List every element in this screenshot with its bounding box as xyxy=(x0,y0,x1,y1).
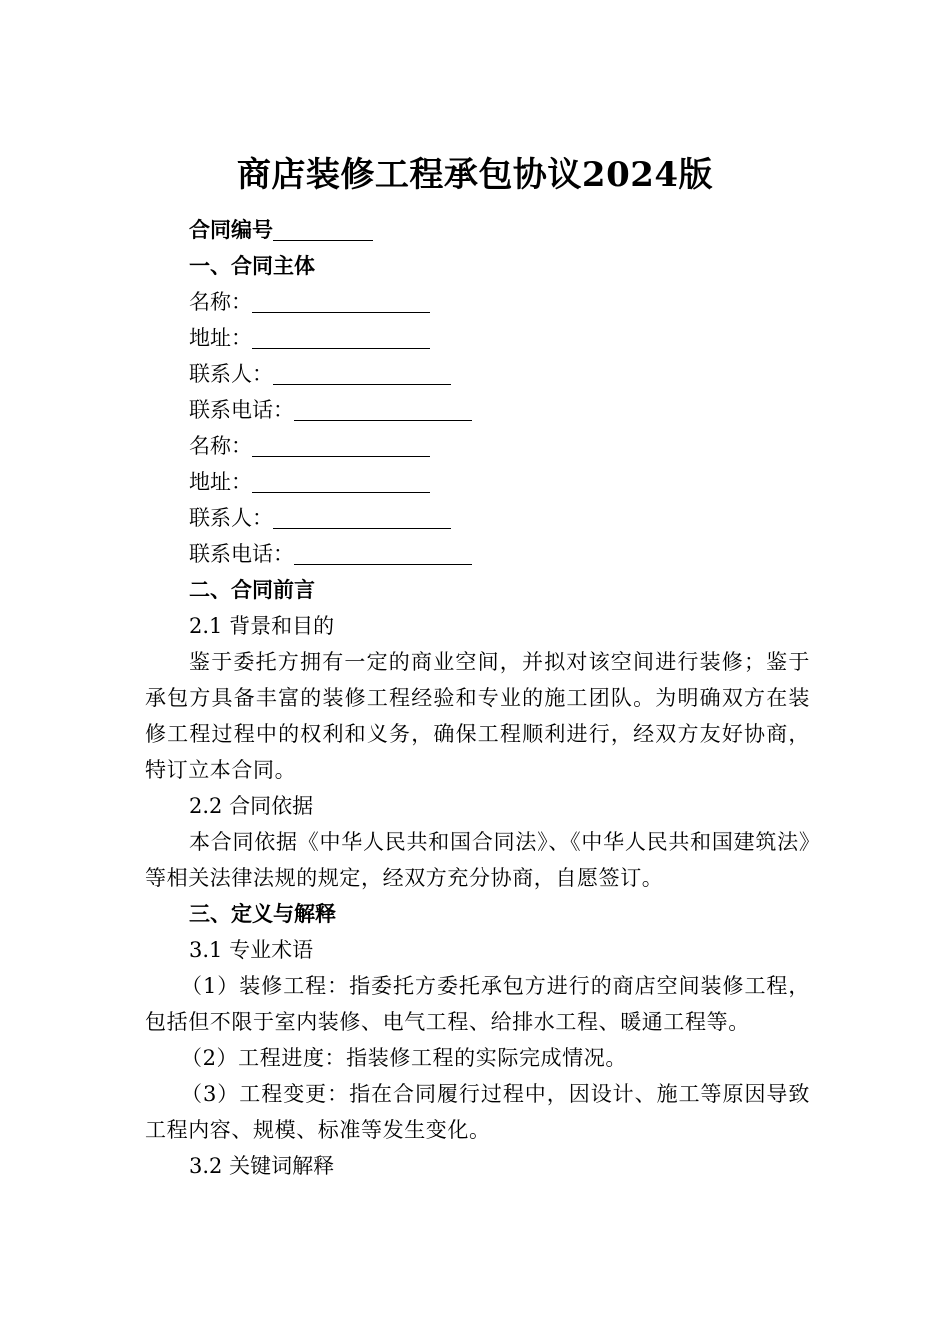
party-b-phone-label: 联系电话： xyxy=(189,542,294,566)
party-b-name-blank xyxy=(252,434,430,457)
party-a-contact-line xyxy=(145,356,810,392)
party-a-name-blank xyxy=(252,290,430,313)
subsection-2-2-heading: 2.2 合同依据 xyxy=(189,794,314,818)
subsection-3-1-heading: 3.1 专业术语 xyxy=(189,938,314,962)
document-body xyxy=(145,212,810,1184)
party-b-name-label: 名称： xyxy=(189,434,252,458)
party-b-contact-label: 联系人： xyxy=(189,506,273,530)
party-b-phone-line xyxy=(145,536,810,572)
subsection-3-2-heading: 3.2 关键词解释 xyxy=(189,1154,335,1178)
subsection-2-1-heading: 2.1 背景和目的 xyxy=(189,614,335,638)
party-a-name-label: 名称： xyxy=(189,290,252,314)
party-b-phone-blank xyxy=(294,542,472,565)
party-b-contact-blank xyxy=(273,506,451,529)
term-1-text: （1）装修工程：指委托方委托承包方进行的商店空间装修工程，包括但不限于室内装修、电气工程、给排水工程、暖通工程等。 xyxy=(145,974,810,1034)
party-b-address-label: 地址： xyxy=(189,470,252,494)
contract-number-line xyxy=(145,212,810,248)
party-a-contact-label: 联系人： xyxy=(189,362,273,386)
party-a-address-blank xyxy=(252,326,430,349)
party-a-phone-blank xyxy=(294,398,472,421)
party-a-address-label: 地址： xyxy=(189,326,252,350)
document-title: 商店装修工程承包协议2024版 xyxy=(236,155,714,195)
section-3-heading: 三、定义与解释 xyxy=(189,902,336,926)
party-b-address-blank xyxy=(252,470,430,493)
term-2-text: （2）工程进度：指装修工程的实际完成情况。 xyxy=(181,1046,627,1070)
section-2-heading: 二、合同前言 xyxy=(189,578,315,602)
subsection-2-2-text: 本合同依据《中华人民共和国合同法》、《中华人民共和国建筑法》等相关法律法规的规定，经双方充分协商，自愿签订。 xyxy=(145,830,810,890)
party-b-address-line xyxy=(145,464,810,500)
party-a-address-line xyxy=(145,320,810,356)
party-a-phone-line xyxy=(145,392,810,428)
party-b-name-line xyxy=(145,428,810,464)
contract-number-blank xyxy=(273,218,373,241)
party-b-contact-line xyxy=(145,500,810,536)
term-3-text: （3）工程变更：指在合同履行过程中，因设计、施工等原因导致工程内容、规模、标准等发生变化。 xyxy=(145,1082,810,1142)
contract-number-label: 合同编号 xyxy=(189,218,273,242)
party-a-name-line xyxy=(145,284,810,320)
party-a-phone-label: 联系电话： xyxy=(189,398,294,422)
section-1-heading: 一、合同主体 xyxy=(189,254,315,278)
party-a-contact-blank xyxy=(273,362,451,385)
subsection-2-1-text: 鉴于委托方拥有一定的商业空间，并拟对该空间进行装修；鉴于承包方具备丰富的装修工程经验和专业的施工团队。为明确双方在装修工程过程中的权利和义务，确保工程顺利进行，经双方友好协商，特订立本合同。 xyxy=(145,650,810,782)
